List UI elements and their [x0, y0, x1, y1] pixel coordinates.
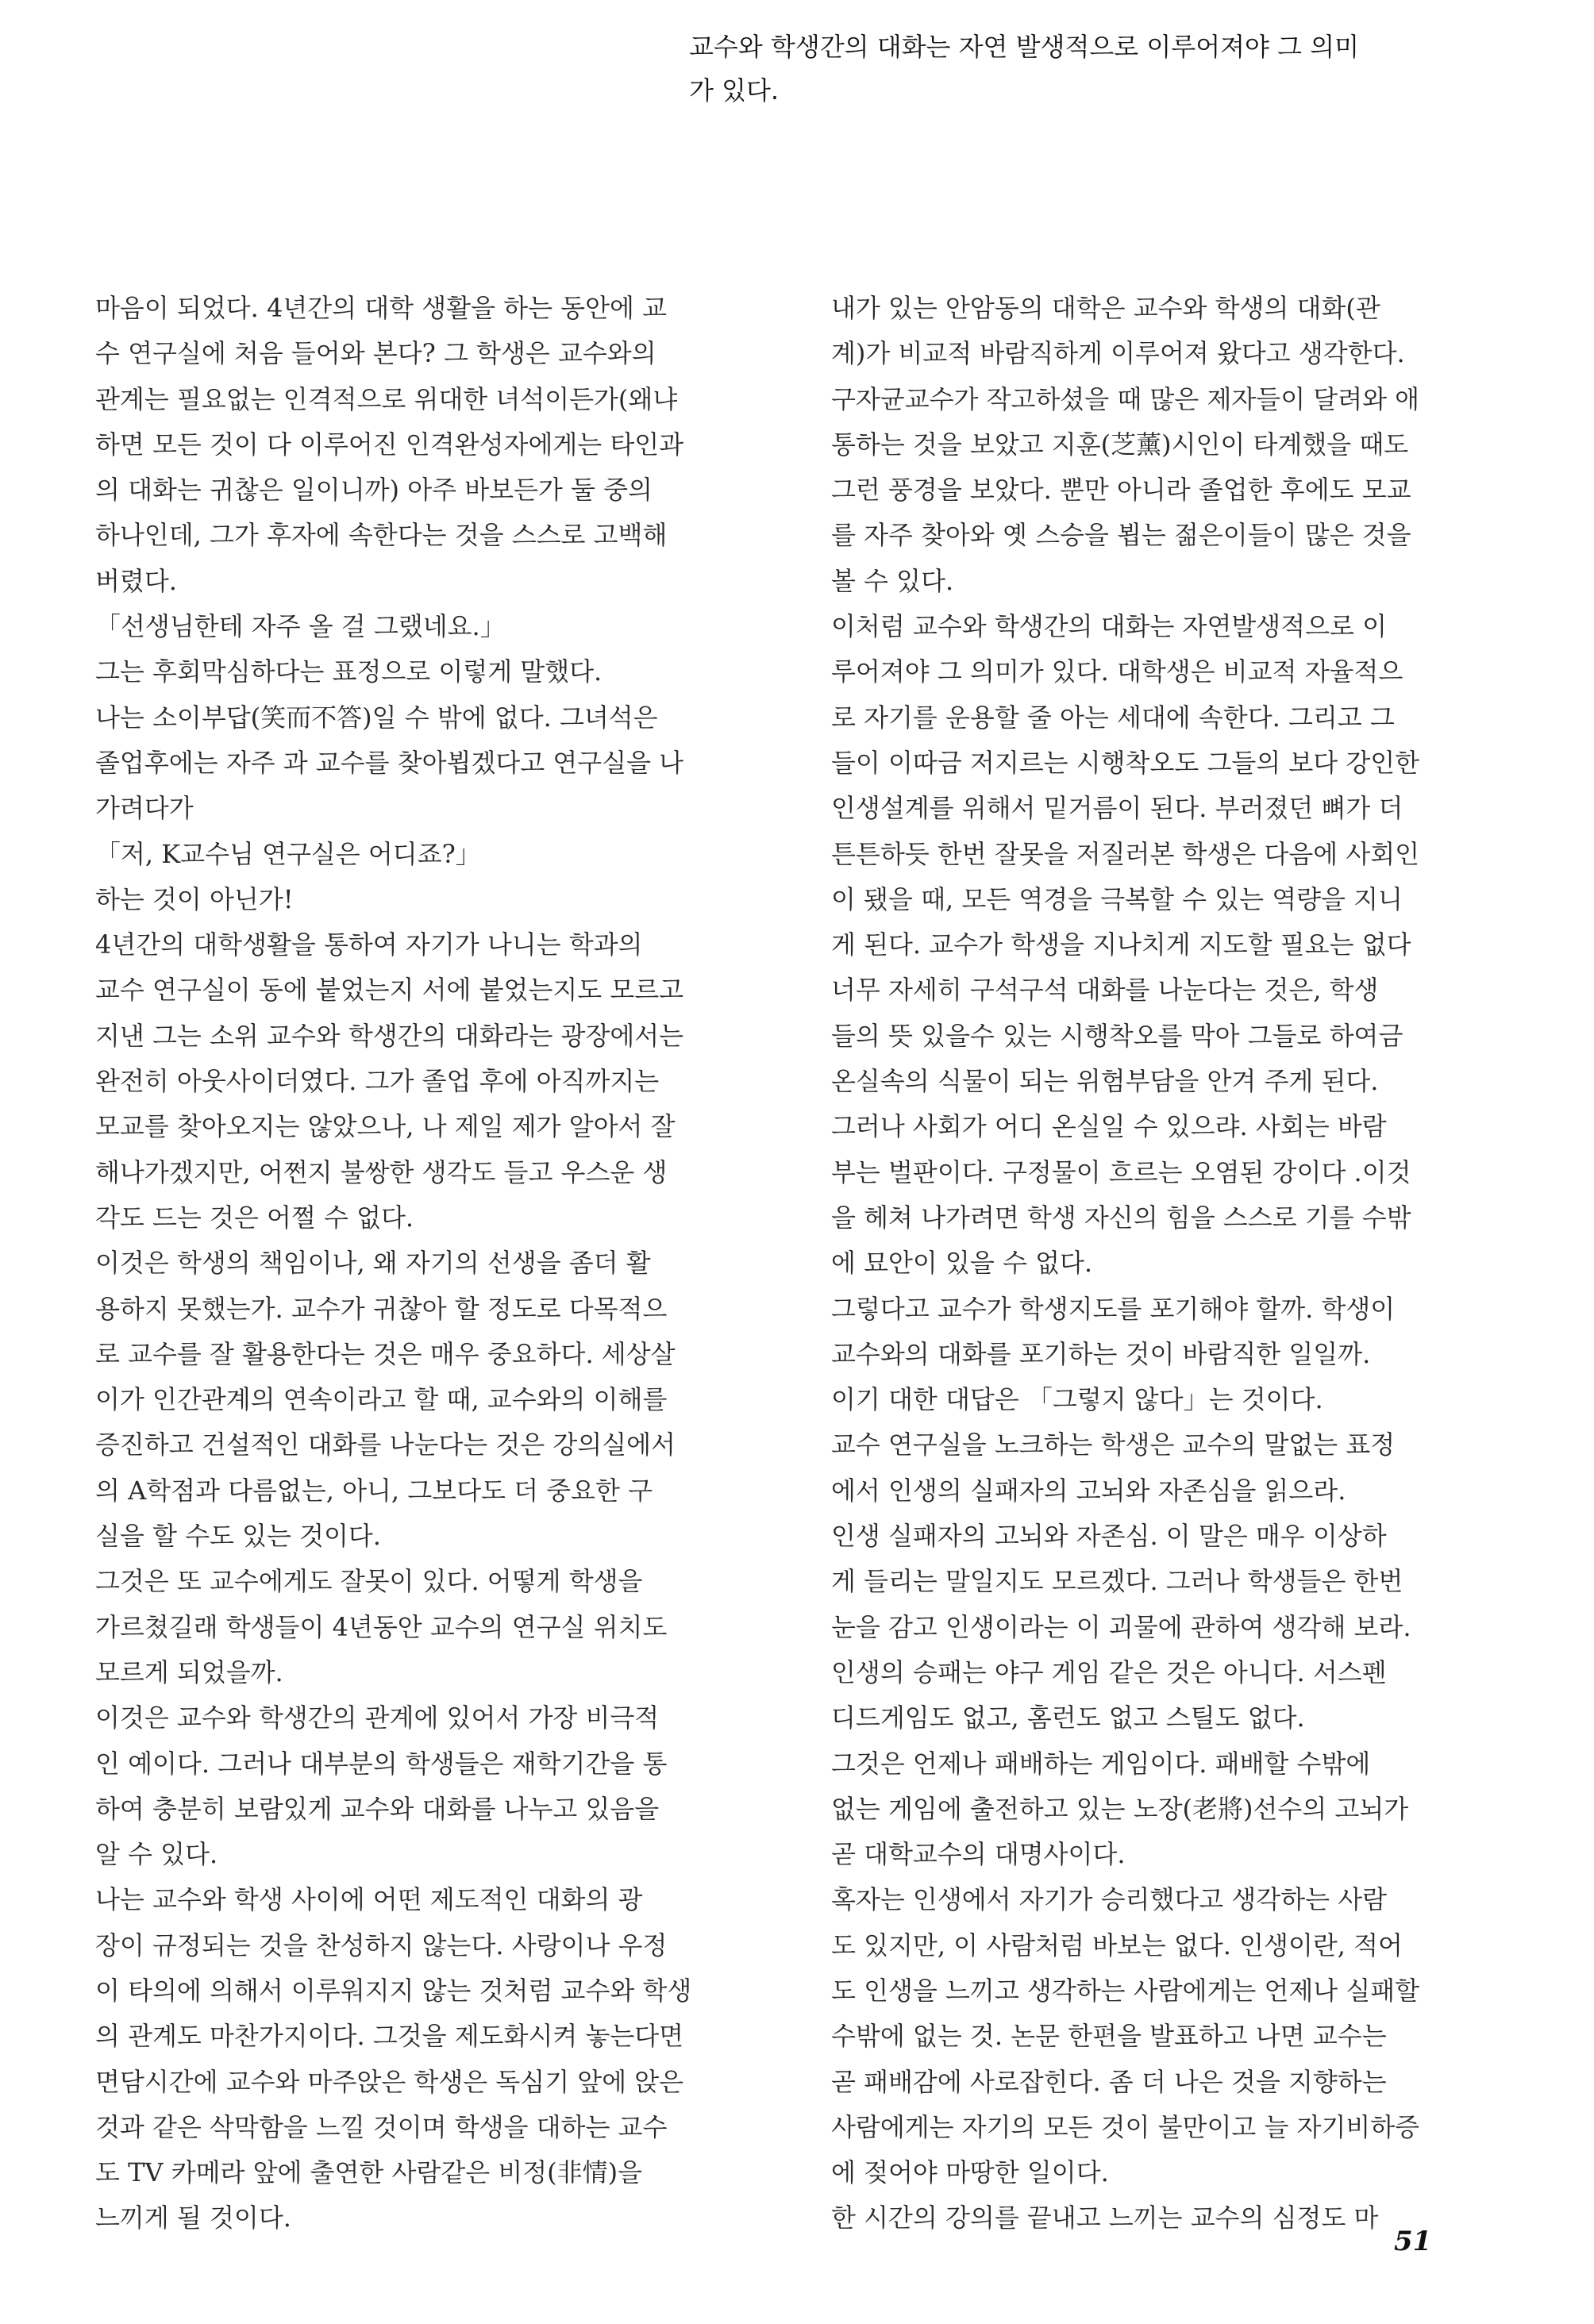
text-line: 구자균교수가 작고하셨을 때 많은 제자들이 달려와 애	[831, 383, 1420, 414]
text-line: 하면 모든 것이 다 이루어진 인격완성자에게는 타인과	[95, 429, 684, 460]
text-line: 교수와의 대화를 포기하는 것이 바람직한 일일까.	[831, 1338, 1371, 1369]
text-line: 이것은 교수와 학생간의 관계에 있어서 가장 비극적	[95, 1703, 660, 1733]
text-line: 졸업후에는 자주 과 교수를 찾아뵙겠다고 연구실을 나	[95, 747, 684, 778]
text-line: 느끼게 될 것이다.	[95, 2203, 291, 2234]
text-line: 완전히 아웃사이더였다. 그가 졸업 후에 아직까지는	[95, 1066, 660, 1097]
text-line: 용하지 못했는가. 교수가 귀찮아 할 정도로 다목적으	[95, 1293, 668, 1324]
text-line: 너무 자세히 구석구석 대화를 나눈다는 것은, 학생	[831, 975, 1379, 1006]
right-column	[831, 286, 1515, 2241]
text-line: 인생설계를 위해서 밑거름이 된다. 부러졌던 뼈가 더	[831, 793, 1403, 824]
text-line: 나는 교수와 학생 사이에 어떤 제도적인 대화의 광	[95, 1884, 643, 1915]
text-line: 수밖에 없는 것. 논문 한편을 발표하고 나면 교수는	[831, 2021, 1387, 2052]
text-line: 에서 인생의 실패자의 고뇌와 자존심을 읽으라.	[831, 1475, 1346, 1506]
text-line: 것과 같은 삭막함을 느낄 것이며 학생을 대하는 교수	[95, 2111, 668, 2142]
text-line: 볼 수 있다.	[831, 565, 954, 596]
text-line: 하는 것이 아닌가!	[95, 883, 294, 914]
text-line: 수 연구실에 처음 들어와 본다? 그 학생은 교수와의	[95, 338, 656, 369]
text-line: 인생의 승패는 야구 게임 같은 것은 아니다. 서스펜	[831, 1656, 1387, 1687]
text-line: 의 관계도 마찬가지이다. 그것을 제도화시켜 놓는다면	[95, 2021, 684, 2052]
text-line: 그것은 또 교수에게도 잘못이 있다. 어떻게 학생을	[95, 1566, 643, 1597]
text-line: 나는 소이부답(笑而不答)일 수 밖에 없다. 그녀석은	[95, 702, 658, 733]
pull-quote-line: 가 있다.	[689, 75, 780, 106]
text-line: 그런 풍경을 보았다. 뿐만 아니라 졸업한 후에도 모교	[831, 475, 1411, 506]
text-line: 그러나 사회가 어디 온실일 수 있으랴. 사회는 바람	[831, 1111, 1387, 1142]
text-line: 들이 이따금 저지르는 시행착오도 그들의 보다 강인한	[831, 747, 1420, 778]
text-line: 을 헤쳐 나가려면 학생 자신의 힘을 스스로 기를 수밖	[831, 1202, 1411, 1233]
text-line: 관계는 필요없는 인격적으로 위대한 녀석이든가(왜냐	[95, 383, 678, 414]
text-line: 이 타의에 의해서 이루워지지 않는 것처럼 교수와 학생	[95, 1975, 692, 2006]
text-line: 한 시간의 강의를 끝내고 느끼는 교수의 심정도 마	[831, 2203, 1379, 2234]
text-line: 알 수 있다.	[95, 1839, 218, 1870]
text-line: 혹자는 인생에서 자기가 승리했다고 생각하는 사람	[831, 1884, 1388, 1915]
text-line: 4년간의 대학생활을 통하여 자기가 나니는 학과의	[95, 929, 643, 960]
text-line: 「선생님한테 자주 올 걸 그랬네요.」	[95, 611, 506, 642]
text-line: 모르게 되었을까.	[95, 1656, 283, 1687]
text-line: 도 TV 카메라 앞에 출연한 사람같은 비정(非情)을	[95, 2157, 643, 2188]
text-line: 지낸 그는 소위 교수와 학생간의 대화라는 광장에서는	[95, 1020, 684, 1051]
text-line: 통하는 것을 보았고 지훈(芝薰)시인이 타계했을 때도	[831, 429, 1409, 460]
pull-quote	[689, 25, 1578, 113]
text-line: 이것은 학생의 책임이나, 왜 자기의 선생을 좀더 활	[95, 1248, 651, 1279]
text-line: 도 인생을 느끼고 생각하는 사람에게는 언제나 실패할	[831, 1975, 1420, 2006]
text-line: 가려다가	[95, 793, 194, 824]
text-line: 교수 연구실이 동에 붙었는지 서에 붙었는지도 모르고	[95, 975, 684, 1006]
text-line: 각도 드는 것은 어쩔 수 없다.	[95, 1202, 414, 1233]
pull-quote-line: 교수와 학생간의 대화는 자연 발생적으로 이루어져야 그 의미	[689, 32, 1360, 62]
text-line: 이 됐을 때, 모든 역경을 극복할 수 있는 역량을 지니	[831, 883, 1403, 914]
text-line: 면담시간에 교수와 마주앉은 학생은 독심기 앞에 앉은	[95, 2066, 684, 2097]
text-line: 곧 대학교수의 대명사이다.	[831, 1839, 1126, 1870]
text-line: 그렇다고 교수가 학생지도를 포기해야 할까. 학생이	[831, 1293, 1396, 1324]
text-line: 루어져야 그 의미가 있다. 대학생은 비교적 자율적으	[831, 656, 1403, 687]
text-line: 들의 뜻 있을수 있는 시행착오를 막아 그들로 하여금	[831, 1020, 1403, 1051]
text-line: 도 있지만, 이 사람처럼 바보는 없다. 인생이란, 적어	[831, 1930, 1403, 1960]
text-line: 로 자기를 운용할 줄 아는 세대에 속한다. 그리고 그	[831, 702, 1395, 733]
text-line: 가르쳤길래 학생들이 4년동안 교수의 연구실 위치도	[95, 1611, 668, 1642]
text-line: 장이 규정되는 것을 찬성하지 않는다. 사랑이나 우정	[95, 1930, 668, 1960]
text-line: 눈을 감고 인생이라는 이 괴물에 관하여 생각해 보라.	[831, 1611, 1411, 1642]
text-line: 인 예이다. 그러나 대부분의 학생들은 재학기간을 통	[95, 1748, 668, 1779]
text-line: 부는 벌판이다. 구정물이 흐르는 오염된 강이다 .이것	[831, 1156, 1411, 1187]
text-line: 없는 게임에 출전하고 있는 노장(老將)선수의 고뇌가	[831, 1793, 1409, 1824]
text-line: 하여 충분히 보람있게 교수와 대화를 나누고 있음을	[95, 1793, 660, 1824]
text-line: 디드게임도 없고, 홈런도 없고 스틸도 없다.	[831, 1703, 1305, 1733]
text-line: 튼튼하듯 한번 잘못을 저질러본 학생은 다음에 사회인	[831, 838, 1420, 869]
text-line: 게 들리는 말일지도 모르겠다. 그러나 학생들은 한번	[831, 1566, 1403, 1597]
text-line: 에 묘안이 있을 수 없다.	[831, 1248, 1093, 1279]
text-line: 그는 후회막심하다는 표정으로 이렇게 말했다.	[95, 656, 603, 687]
text-line: 내가 있는 안암동의 대학은 교수와 학생의 대화(관	[831, 293, 1380, 323]
text-line: 계)가 비교적 바람직하게 이루어져 왔다고 생각한다.	[831, 338, 1405, 369]
page-number: 51	[1394, 2226, 1432, 2257]
text-line: 증진하고 건설적인 대화를 나눈다는 것은 강의실에서	[95, 1429, 676, 1460]
text-line: 교수 연구실을 노크하는 학생은 교수의 말없는 표정	[831, 1429, 1396, 1460]
text-line: 게 된다. 교수가 학생을 지나치게 지도할 필요는 없다	[831, 929, 1411, 960]
text-line: 그것은 언제나 패배하는 게임이다. 패배할 수밖에	[831, 1748, 1371, 1779]
text-line: 이기 대한 대답은 「그렇지 않다」는 것이다.	[831, 1384, 1323, 1415]
text-line: 에 젖어야 마땅한 일이다.	[831, 2157, 1109, 2188]
text-line: 온실속의 식물이 되는 위험부담을 안겨 주게 된다.	[831, 1066, 1379, 1097]
text-line: 이처럼 교수와 학생간의 대화는 자연발생적으로 이	[831, 611, 1388, 642]
text-line: 모교를 찾아오지는 않았으나, 나 제일 제가 알아서 잘	[95, 1111, 676, 1142]
text-line: 버렸다.	[95, 565, 177, 596]
text-line: 실을 할 수도 있는 것이다.	[95, 1521, 381, 1552]
text-line: 의 대화는 귀찮은 일이니까) 아주 바보든가 둘 중의	[95, 475, 653, 506]
text-line: 를 자주 찾아와 옛 스승을 뵙는 젊은이들이 많은 것을	[831, 520, 1411, 551]
text-line: 의 A학점과 다름없는, 아니, 그보다도 더 중요한 구	[95, 1475, 653, 1506]
text-line: 이가 인간관계의 연속이라고 할 때, 교수와의 이해를	[95, 1384, 668, 1415]
left-column	[95, 286, 762, 2241]
text-line: 「저, K교수님 연구실은 어디죠?」	[95, 838, 481, 869]
text-line: 해나가겠지만, 어쩐지 불쌍한 생각도 들고 우스운 생	[95, 1156, 668, 1187]
text-line: 사람에게는 자기의 모든 것이 불만이고 늘 자기비하증	[831, 2111, 1420, 2142]
text-line: 곧 패배감에 사로잡힌다. 좀 더 나은 것을 지향하는	[831, 2066, 1387, 2097]
text-line: 하나인데, 그가 후자에 속한다는 것을 스스로 고백해	[95, 520, 668, 551]
text-line: 인생 실패자의 고뇌와 자존심. 이 말은 매우 이상하	[831, 1521, 1387, 1552]
text-line: 로 교수를 잘 활용한다는 것은 매우 중요하다. 세상살	[95, 1338, 676, 1369]
text-line: 마음이 되었다. 4년간의 대학 생활을 하는 동안에 교	[95, 293, 667, 323]
